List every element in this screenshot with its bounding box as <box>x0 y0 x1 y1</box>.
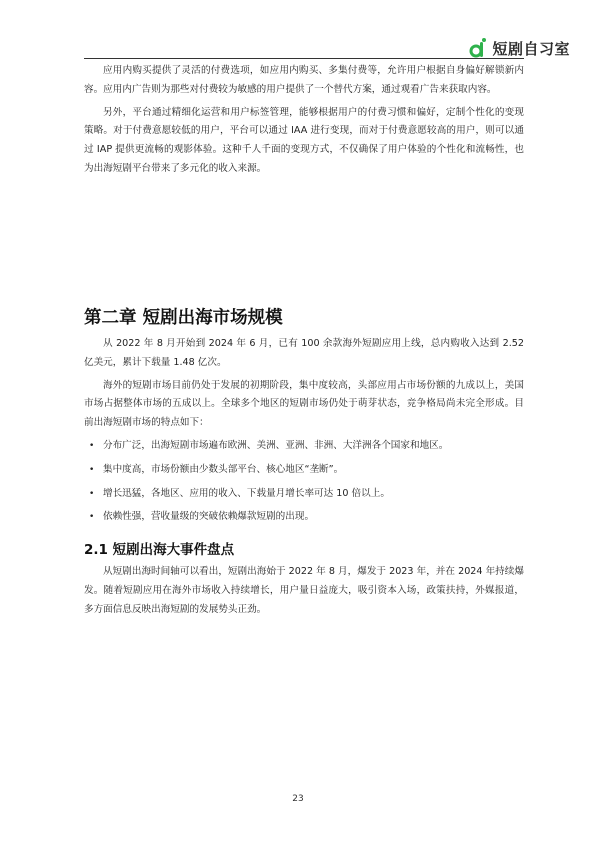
bullet-icon: • <box>89 512 95 523</box>
intro-text-block <box>84 62 524 179</box>
body-paragraph: 从 2022 年 8 月开始到 2024 年 6 月，已有 100 余款海外短剧应用上线，总内购收入达到 2.52 亿美元，累计下载量 1.48 亿次。 <box>84 338 524 368</box>
page-number: 23 <box>292 794 304 804</box>
list-item <box>84 437 524 456</box>
bullet-icon: • <box>89 488 95 499</box>
list-item <box>84 508 524 527</box>
chapter-body <box>84 335 524 532</box>
body-paragraph: 应用内购买提供了灵活的付费选项，如应用内购买、多集付费等，允许用户根据自身偏好解锁新内容。应用内广告则为那些对付费较为敏感的用户提供了一个替代方案，通过观看广告来获取内容。 <box>84 65 524 95</box>
logo-text: 短剧自习室 <box>492 39 570 58</box>
logo-d-icon <box>469 37 489 59</box>
feature-list <box>84 437 524 527</box>
list-item-text: 集中度高，市场份额由少数头部平台、核心地区“垄断”。 <box>103 463 344 475</box>
list-item <box>84 485 524 504</box>
body-paragraph: 海外的短剧市场目前仍处于发展的初期阶段，集中度较高，头部应用占市场份额的九成以上，美国市场占据整体市场的五成以上。全球多个地区的短剧市场仍处于萌芽状态，竞争格局尚未完全形成。目前出海短剧市场的特点如下： <box>84 379 524 429</box>
body-paragraph: 另外，平台通过精细化运营和用户标签管理，能够根据用户的付费习惯和偏好，定制个性化的变现策略。对于付费意愿较低的用户，平台可以通过 IAA 进行变现，而对于付费意愿较高的用户，则可以通过 IAP 提供更流畅的观影体验。这种千人千面的变现方式，不仅确保了用户体验的个性化和流畅性，也为出海短剧平台带来了多元化的收入来源。 <box>84 106 524 174</box>
list-item-text: 增长迅猛，各地区、应用的收入、下载量月增长率可达 10 倍以上。 <box>103 487 390 499</box>
list-item-text: 依赖性强，营收量级的突破依赖爆款短剧的出现。 <box>103 511 315 523</box>
brand-logo <box>469 37 570 59</box>
body-paragraph: 从短剧出海时间轴可以看出，短剧出海始于 2022 年 8 月，爆发于 2023 年，并在 2024 年持续爆发。随着短剧应用在海外市场收入持续增长，用户量日益庞大，吸引资本入场，政策扶持，外媒报道，多方面信息反映出海短剧的发展势头正劲。 <box>84 566 524 615</box>
section-title: 2.1 短剧出海大事件盘点 <box>84 542 235 558</box>
bullet-icon: • <box>89 440 95 451</box>
header-divider <box>84 58 524 59</box>
chapter-title: 第二章 短剧出海市场规模 <box>84 308 283 328</box>
bullet-icon: • <box>89 464 95 475</box>
list-item-text: 分布广泛，出海短剧市场遍布欧洲、美洲、亚洲、非洲、大洋洲各个国家和地区。 <box>103 439 449 451</box>
list-item <box>84 461 524 480</box>
section-body <box>84 563 524 619</box>
